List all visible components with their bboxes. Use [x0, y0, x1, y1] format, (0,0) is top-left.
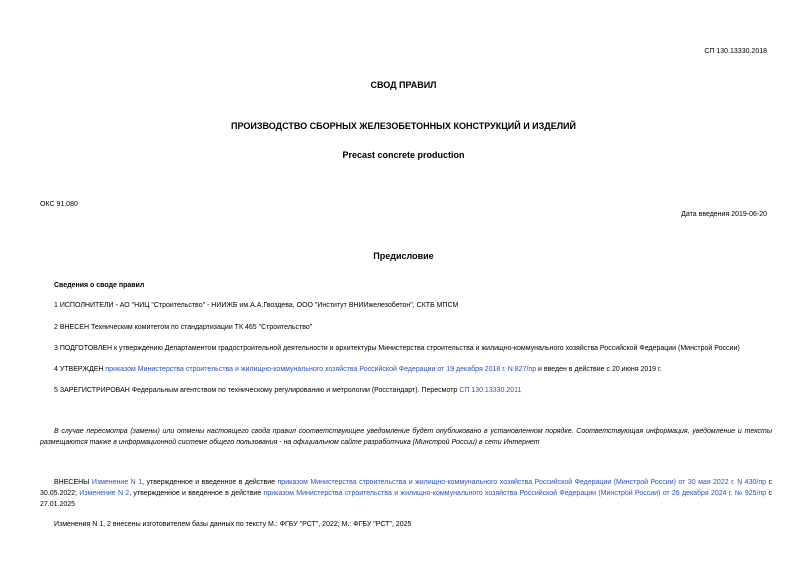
- item4-prefix: 4 УТВЕРЖДЕН: [54, 366, 106, 373]
- previous-edition-link[interactable]: СП 130.13330.2011: [459, 387, 522, 394]
- preface-item-5: [54, 385, 772, 396]
- amendment-2-order-link[interactable]: приказом Министерства строительства и жилищно-коммунального хозяйства Российской Федерации (Минстрой России) от 26 декабря 2024 г. № 925/пр: [263, 490, 767, 497]
- amendment-2-link[interactable]: Изменение N 2: [79, 490, 130, 497]
- amend-text-3: с 30.05.2022;: [40, 479, 772, 497]
- preface-item-3: 3 ПОДГОТОВЛЕН к утверждению Департаментом градостроительной деятельности и архитектуры Министерства строительства и жилищно-коммунального хозяйства Российской Федерации (Минстрой России): [54, 345, 740, 352]
- document-english-title: Precast concrete production: [342, 150, 465, 160]
- preface-item-4: [54, 364, 772, 375]
- amend-text-2: , утвержденное и введенное в действие: [142, 479, 278, 486]
- oks-code: ОКС 91.080: [40, 201, 78, 208]
- document-code: СП 130.13330.2018: [704, 48, 767, 55]
- preface-item-2: 2 ВНЕСЕН Техническим комитетом по стандартизации ТК 465 "Строительство": [54, 324, 313, 331]
- amend-text-4: , утвержденное и введенное в действие: [129, 490, 264, 497]
- document-type-title: СВОД ПРАВИЛ: [370, 80, 437, 90]
- amendment-1-order-link[interactable]: приказом Министерства строительства и жилищно-коммунального хозяйства Российской Федерации (Минстрой России) от 30 мая 2022 г. N 430/пр: [277, 479, 767, 486]
- amend-text-1: ВНЕСЕНЫ: [54, 479, 92, 486]
- preface-heading: Предисловие: [373, 251, 434, 261]
- amendment-1-link[interactable]: Изменение N 1: [91, 479, 143, 486]
- item4-suffix: и введен в действие с 20 июня 2019 г.: [536, 366, 662, 373]
- approval-order-link[interactable]: приказом Министерства строительства и жилищно-коммунального хозяйства Российской Федерации от 19 декабря 2018 г. N 827/пр: [105, 366, 537, 373]
- revision-note: В случае пересмотра (замены) или отмены настоящего свода правил соответствующее уведомление будет опубликовано в установленном порядке. Соответствующая информация, уведомление и тексты размещаются также в информационной системе общего пользования - на официальном сайте разработчика (Минстрой России) в сети Интернет: [40, 428, 772, 446]
- changes-note: Изменения N 1, 2 внесены изготовителем базы данных по тексту М.: ФГБУ "РСТ", 2022; М.: ФГБУ "РСТ", 2025: [54, 521, 412, 528]
- amend-text-5: с 27.01.2025: [40, 490, 772, 508]
- item5-prefix: 5 ЗАРЕГИСТРИРОВАН Федеральным агентством по техническому регулированию и метрологии (Росстандарт). Пересмотр: [54, 387, 460, 394]
- preface-item-1: 1 ИСПОЛНИТЕЛИ - АО "НИЦ "Строительство" - НИИЖБ им.А.А.Гвоздева, ООО "Институт ВНИИжелезобетон", СКТБ МПСМ: [54, 302, 459, 309]
- amendments-paragraph: [40, 477, 772, 510]
- info-heading: Сведения о своде правил: [54, 282, 145, 289]
- introduction-date: Дата введения 2019-06-20: [681, 211, 767, 218]
- document-subject-title: ПРОИЗВОДСТВО СБОРНЫХ ЖЕЛЕЗОБЕТОННЫХ КОНСТРУКЦИЙ И ИЗДЕЛИЙ: [231, 121, 576, 131]
